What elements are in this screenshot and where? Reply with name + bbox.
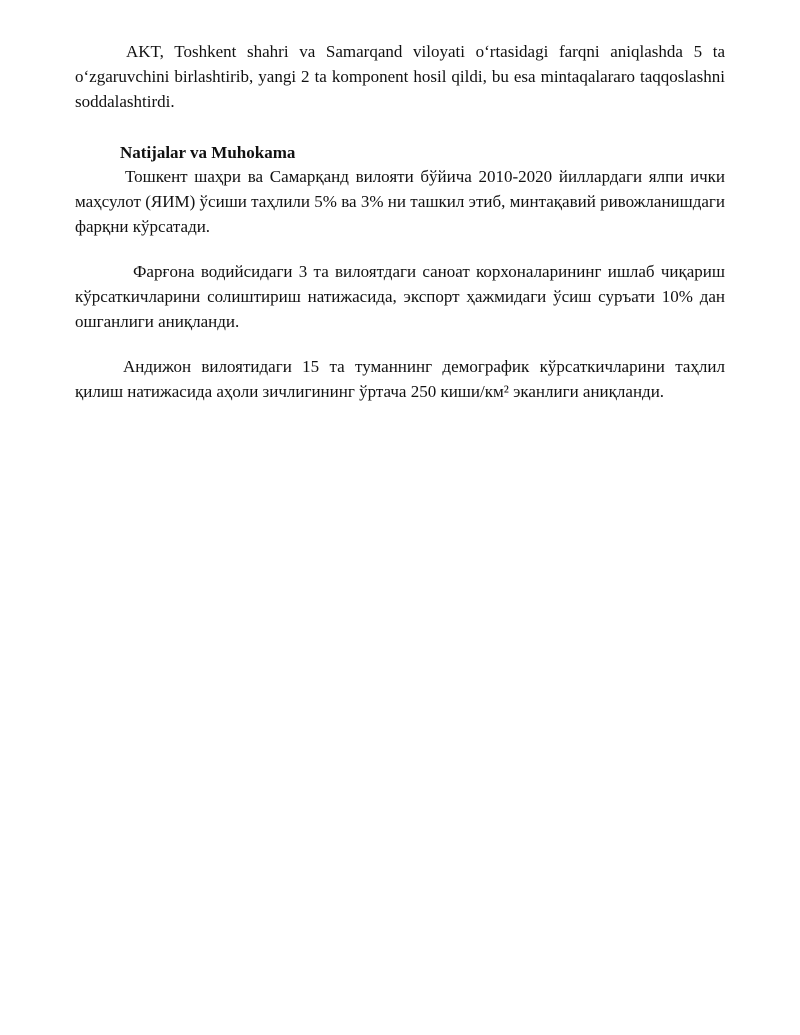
paragraph-andijan-demographics: Андижон вилоятидаги 15 та туманнинг демографик кўрсаткичларини таҳлил қилиш натижасида аҳоли зичлигининг ўртача 250 киши/км² эканлиги аниқланди.: [75, 357, 725, 401]
document-body: [75, 39, 725, 404]
section-heading-results: Natijalar va Muhokama: [120, 143, 296, 162]
paragraph-fergana-industry: Фарғона водийсидаги 3 та вилоятдаги саноат корхоналарининг ишлаб чиқариш кўрсаткичларини солиштириш натижасида, экспорт ҳажмидаги ўсиш суръати 10% дан ошганлиги аниқланди.: [75, 262, 725, 331]
paragraph-akt-comparison: AKT, Toshkent shahri va Samarqand viloyati oʻrtasidagi farqni aniqlashda 5 ta oʻzgaruvchini birlashtirib, yangi 2 ta komponent hosil qildi, bu esa mintaqalararo taqqoslashni soddalashtirdi.: [75, 42, 725, 111]
paragraph-gdp-growth: Тошкент шаҳри ва Самарқанд вилояти бўйича 2010-2020 йиллардаги ялпи ички маҳсулот (ЯИМ) ўсиши таҳлили 5% ва 3% ни ташкил этиб, минтақавий ривожланишдаги фарқни кўрсатади.: [75, 167, 725, 236]
